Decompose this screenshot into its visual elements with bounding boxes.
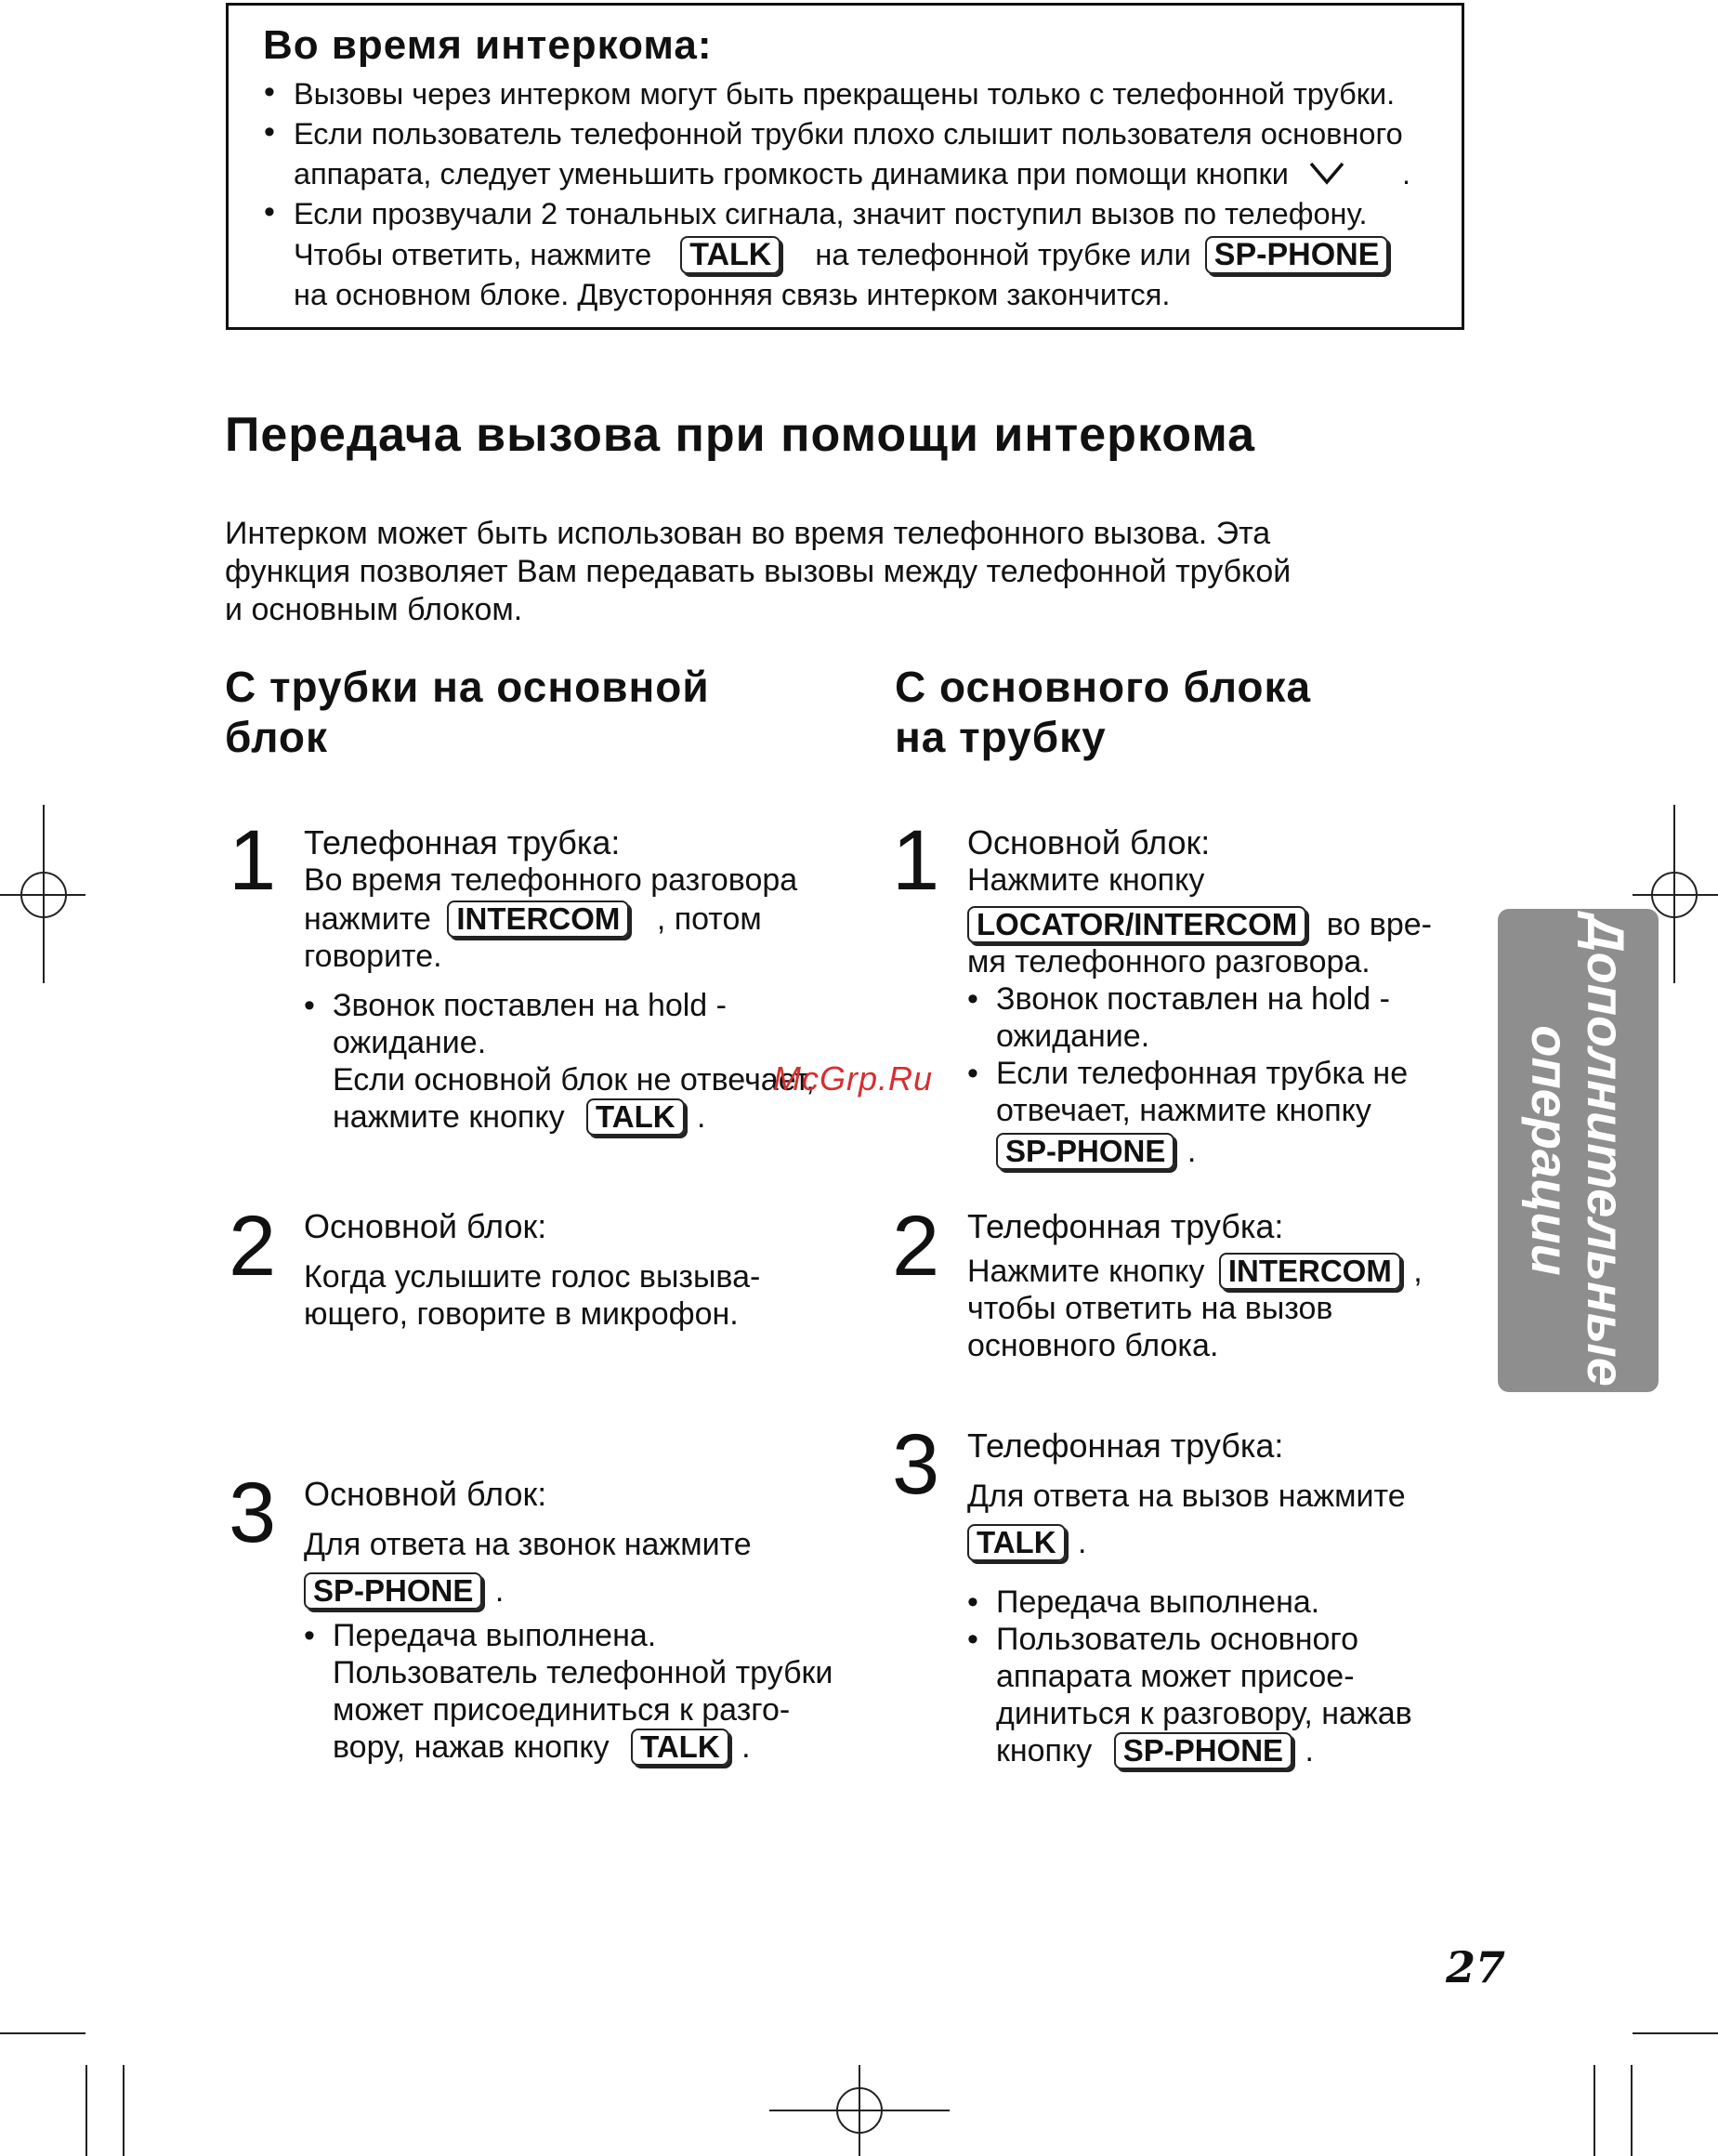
- bullet-text: .: [697, 1099, 706, 1135]
- right-step-1-head: Основной блок:: [967, 823, 1211, 861]
- left-step-1-number: 1: [229, 813, 277, 908]
- bullet-text: Передача выполнена.: [996, 1584, 1320, 1620]
- bullet-text: ожидание.: [333, 1025, 487, 1060]
- section-title: Передача вызова при помощи интеркома: [225, 408, 1256, 462]
- right-step-1: [967, 824, 1432, 1170]
- section-side-tab: [1498, 909, 1659, 1392]
- registration-mark: [20, 872, 67, 918]
- right-step-3-text: .: [1077, 1525, 1087, 1560]
- right-title-line-2: на трубку: [895, 713, 1107, 761]
- left-step-3: [304, 1476, 833, 1766]
- note-line-4: Если прозвучали 2 тональных сигнала, значит поступил вызов по телефону.: [294, 197, 1368, 230]
- left-step-3-bullet: [304, 1617, 833, 1766]
- crop-line: [1633, 2032, 1718, 2034]
- crop-line: [1593, 2065, 1595, 2156]
- right-step-2-text: ,: [1413, 1254, 1423, 1289]
- note-line-1: Вызовы через интерком могут быть прекращены только с телефонной трубки.: [294, 77, 1396, 111]
- bullet-text: отвечает, нажмите кнопку: [996, 1093, 1371, 1128]
- left-step-2-text: ющего, говорите в микрофон.: [304, 1296, 739, 1332]
- crop-line: [0, 2032, 85, 2034]
- bullet-text: диниться к разговору, нажав: [996, 1696, 1412, 1731]
- left-step-1: [304, 824, 815, 1136]
- note-line-6: на основном блоке. Двусторонняя связь интерком закончится.: [294, 278, 1171, 311]
- right-step-3-row: [967, 1524, 1412, 1561]
- bullet: •: [967, 1584, 978, 1620]
- bullet: •: [264, 74, 275, 110]
- right-step-2: [967, 1208, 1423, 1364]
- bullet-text: аппарата может присое-: [996, 1659, 1355, 1694]
- note-line-3-row: [294, 154, 1410, 194]
- bullet-text: ожидание.: [996, 1019, 1150, 1054]
- sp-phone-key: SP-PHONE: [304, 1572, 482, 1610]
- right-column-title: [895, 662, 1311, 762]
- bullet: •: [967, 1056, 978, 1091]
- right-step-3: [967, 1427, 1412, 1769]
- left-step-3-text: Для ответа на звонок нажмите: [304, 1527, 752, 1562]
- right-step-1-row: [967, 906, 1432, 943]
- bullet-text: Пользователь телефонной трубки: [333, 1655, 833, 1690]
- registration-mark: [1651, 872, 1698, 918]
- locator-intercom-key: LOCATOR/INTERCOM: [967, 906, 1306, 943]
- bullet: •: [304, 988, 315, 1023]
- left-title-line-2: блок: [225, 713, 329, 761]
- talk-key: TALK: [967, 1524, 1066, 1561]
- bullet-text: Передача выполнена.: [333, 1618, 657, 1653]
- bullet-text: Если основной блок не отвечает,: [333, 1062, 815, 1098]
- left-title-line-1: С трубки на основной: [225, 663, 710, 711]
- right-step-2-row: [967, 1253, 1423, 1290]
- sp-phone-key: SP-PHONE: [1205, 236, 1389, 274]
- left-step-2-head: Основной блок:: [304, 1207, 547, 1245]
- sp-phone-key: SP-PHONE: [1114, 1732, 1292, 1769]
- side-tab-line-1: Дополнительные: [1577, 914, 1635, 1387]
- side-tab-label: [1522, 914, 1633, 1387]
- right-step-2-text: основного блока.: [967, 1328, 1219, 1363]
- right-step-3-text: Для ответа на вызов нажмите: [967, 1479, 1406, 1514]
- intercom-key: INTERCOM: [447, 901, 629, 938]
- bullet-text: .: [741, 1729, 751, 1765]
- crop-line: [123, 2065, 125, 2156]
- bullet: •: [967, 981, 978, 1017]
- bullet-text: Пользователь основного: [996, 1622, 1358, 1657]
- left-step-3-number: 3: [229, 1466, 277, 1560]
- note-line-3-end: .: [1401, 157, 1410, 191]
- bullet-text: может присоединиться к разго-: [333, 1692, 791, 1728]
- bullet-text: Если телефонная трубка не: [996, 1056, 1409, 1091]
- bullet: •: [304, 1618, 315, 1653]
- bullet-row: [996, 1732, 1412, 1769]
- crop-line: [1631, 2065, 1633, 2156]
- right-step-3-bullet-1: [967, 1584, 1412, 1621]
- talk-key: TALK: [631, 1729, 729, 1766]
- page-number: 27: [1446, 1942, 1506, 1992]
- registration-mark: [836, 2087, 883, 2134]
- bullet-text: нажмите кнопку: [333, 1099, 565, 1135]
- right-step-2-text: чтобы ответить на вызов: [967, 1291, 1333, 1326]
- watermark: McGrp.Ru: [773, 1059, 934, 1098]
- right-step-1-text: мя телефонного разговора.: [967, 944, 1370, 979]
- crop-line: [85, 2065, 87, 2156]
- right-step-3-number: 3: [892, 1417, 940, 1512]
- bullet-text: Звонок поставлен на hold -: [996, 981, 1390, 1017]
- chevron-down-icon: [1308, 160, 1345, 186]
- note-bullet-1: [264, 74, 1395, 114]
- note-line-3: аппарата, следует уменьшить громкость динамика при помощи кнопки: [294, 157, 1289, 191]
- left-step-1-text: , потом: [656, 901, 762, 937]
- note-bullet-2: [264, 114, 1403, 154]
- bullet-row: [996, 1133, 1432, 1170]
- right-step-3-head: Телефонная трубка:: [967, 1426, 1284, 1465]
- intro-paragraph: [225, 515, 1526, 629]
- left-step-1-text: говорите.: [304, 939, 442, 974]
- left-step-1-text: Во время телефонного разговора: [304, 862, 798, 898]
- bullet-row: [333, 1729, 833, 1766]
- note-line-5a: Чтобы ответить, нажмите: [294, 238, 652, 271]
- note-title: Во время интеркома:: [263, 22, 713, 68]
- right-step-1-bullet-1: [967, 980, 1432, 1055]
- bullet-text: Звонок поставлен на hold -: [333, 988, 727, 1023]
- bullet-text: .: [1305, 1733, 1314, 1768]
- bullet-text: кнопку: [996, 1733, 1093, 1768]
- right-step-3-bullet-2: [967, 1621, 1412, 1769]
- note-line-5b: на телефонной трубке или: [815, 238, 1191, 271]
- bullet: •: [967, 1622, 978, 1657]
- bullet-text: вору, нажав кнопку: [333, 1729, 610, 1765]
- left-step-3-head: Основной блок:: [304, 1475, 547, 1513]
- left-step-1-text: нажмите: [304, 901, 431, 937]
- sp-phone-key: SP-PHONE: [996, 1133, 1174, 1170]
- side-tab-line-2: операции: [1521, 1025, 1580, 1276]
- right-step-2-text: Нажмите кнопку: [967, 1254, 1205, 1289]
- left-step-3-text: .: [494, 1573, 505, 1609]
- intro-line: функция позволяет Вам передавать вызовы между телефонной трубкой: [225, 554, 1292, 589]
- intercom-key: INTERCOM: [1219, 1253, 1401, 1290]
- left-step-3-row: [304, 1572, 833, 1610]
- right-step-2-number: 2: [892, 1199, 940, 1294]
- note-line-6-row: [294, 275, 1170, 315]
- right-step-1-text: Нажмите кнопку: [967, 862, 1205, 898]
- intro-line: и основным блоком.: [225, 592, 523, 627]
- right-step-1-number: 1: [892, 813, 940, 908]
- note-bullet-3: [264, 194, 1368, 234]
- talk-key: TALK: [680, 236, 780, 274]
- left-column-title: [225, 662, 710, 762]
- bullet-text: .: [1187, 1134, 1197, 1169]
- right-title-line-1: С основного блока: [895, 663, 1312, 711]
- left-step-1-head: Телефонная трубка:: [304, 823, 621, 861]
- bullet-row: [333, 1098, 815, 1136]
- note-line-2: Если пользователь телефонной трубки плохо слышит пользователя основного: [294, 117, 1403, 151]
- left-step-2: [304, 1208, 760, 1333]
- right-step-1-text: во вре-: [1326, 907, 1432, 942]
- bullet: •: [264, 114, 275, 150]
- right-step-1-bullet-2: [967, 1055, 1432, 1170]
- note-line-5-row: [294, 235, 1392, 275]
- left-step-2-number: 2: [229, 1199, 277, 1294]
- left-step-1-row: [304, 901, 815, 938]
- intro-line: Интерком может быть использован во время телефонного вызова. Эта: [225, 516, 1271, 551]
- bullet: •: [264, 194, 275, 230]
- left-step-2-text: Когда услышите голос вызыва-: [304, 1259, 761, 1295]
- talk-key: TALK: [586, 1098, 685, 1136]
- right-step-2-head: Телефонная трубка:: [967, 1207, 1284, 1245]
- left-step-1-bullet: [304, 987, 815, 1136]
